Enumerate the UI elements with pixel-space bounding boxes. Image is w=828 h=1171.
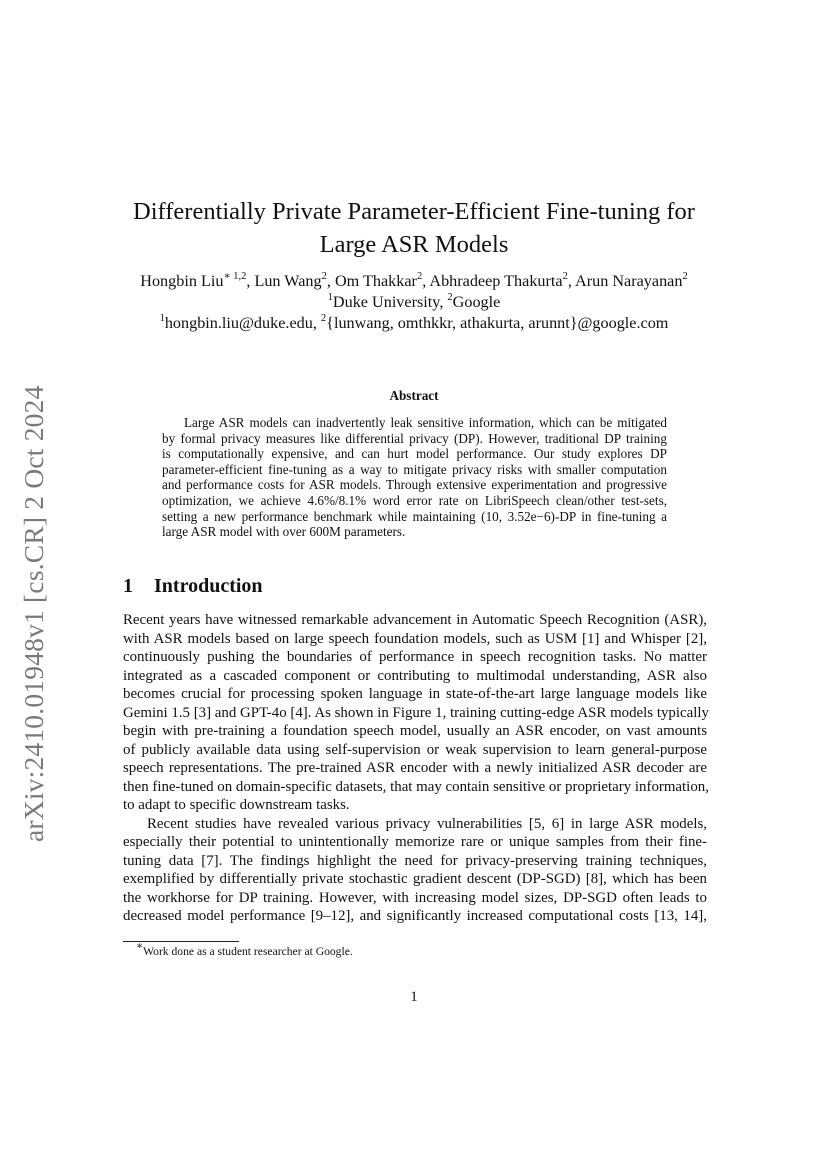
author-affiliation-mark: 2 — [562, 270, 568, 282]
body-line: Recent years have witnessed remarkable advancement in Automatic Speech Recognition (ASR), — [123, 612, 707, 628]
author-affiliation-mark: ∗ 1,2 — [223, 270, 247, 282]
abstract-line: by formal privacy measures like differential privacy (DP). However, traditional DP training — [162, 430, 667, 446]
author-name: , Om Thakkar — [326, 272, 417, 290]
body-line: the workhorse for DP training. However, with increasing model sizes, DP-SGD often leads to — [123, 889, 707, 906]
body-line: begin with pre-training a foundation speech model, usually an ASR encoder, on vast amounts — [123, 723, 707, 739]
author-name: , Abhradeep Thakurta — [422, 272, 563, 290]
affiliation-mark: 2 — [447, 291, 453, 303]
author-name: , Arun Narayanan — [567, 272, 683, 290]
author-affiliation-mark: 2 — [321, 270, 327, 282]
abstract-line: and performance costs for ASR models. Through extensive experimentation and progressive — [162, 477, 667, 493]
footnote — [136, 941, 353, 959]
body-line: integrated as a cascaded component or contributing to multimodal understanding, ASR also — [123, 667, 707, 684]
title-line-1: Differentially Private Parameter-Efficient Fine-tuning for — [133, 198, 695, 225]
affiliations — [80, 292, 748, 313]
body-line: exemplified by differentially private stochastic gradient descent (DP-SGD) [8], which has been — [123, 871, 707, 887]
body-line: with ASR models based on large speech foundation models, such as USM [1] and Whisper [2], — [123, 630, 707, 647]
arxiv-identifier: arXiv:2410.01948v1 [cs.CR] 2 Oct 2024 — [18, 385, 49, 842]
footnote-mark: ∗ — [136, 941, 144, 953]
author-name: Hongbin Liu — [140, 272, 224, 290]
affiliation: Google — [452, 293, 501, 311]
email: {lunwang, omthkkr, athakurta, arunnt}@google.com — [326, 314, 669, 332]
body-line: of publicly available data using self-supervision or weak supervision to learn general-purpose — [123, 741, 707, 758]
body-line: to adapt to specific downstream tasks. — [123, 797, 350, 813]
author-block — [80, 271, 748, 334]
abstract-line: is computationally expensive, and can hurt model performance. Our study explores DP — [162, 446, 667, 462]
body-line: speech representations. The pre-trained ASR encoder with a newly initialized ASR decoder are — [123, 760, 707, 776]
abstract-line: optimization, we achieve 4.6%/8.1% word error rate on LibriSpeech clean/other test-sets, — [162, 492, 667, 508]
abstract-line: large ASR model with over 600M parameters. — [162, 524, 406, 540]
affiliation: Duke University, — [332, 293, 448, 311]
page-number: 1 — [410, 989, 418, 1005]
body-line: then fine-tuned on domain-specific datasets, that may contain sensitive or proprietary information, — [123, 778, 709, 795]
body-line: decreased model performance [9–12], and significantly increased computational costs [13, 14], — [123, 908, 707, 924]
affiliation-mark: 1 — [327, 291, 333, 303]
body-line: continuously pushing the boundaries of performance in speech recognition tasks. No matter — [123, 649, 707, 665]
title-line-2: Large ASR Models — [319, 231, 509, 258]
abstract-line: Large ASR models can inadvertently leak sensitive information, which can be mitigated — [184, 415, 667, 430]
author-affiliation-mark: 2 — [682, 270, 688, 282]
body-line: especially their potential to unintentionally memorize rare or unique samples from their fine- — [123, 834, 707, 850]
email-mark: 1 — [159, 312, 165, 324]
email: hongbin.liu@duke.edu, — [164, 314, 321, 332]
abstract-line: parameter-efficient fine-tuning as a way to mitigate privacy risks with smaller computation — [162, 461, 667, 477]
body-line: Recent studies have revealed various privacy vulnerabilities [5, 6] in large ASR models, — [147, 815, 707, 832]
author-name: , Lun Wang — [246, 272, 322, 290]
introduction-body — [123, 611, 707, 926]
abstract-heading: Abstract — [389, 388, 439, 403]
body-line: tuning data [7]. The findings highlight the need for privacy-preserving training techniques, — [123, 852, 707, 869]
abstract-line: setting a new performance benchmark while maintaining (10, 3.52e−6)-DP in fine-tuning a — [162, 508, 667, 524]
body-line: becomes crucial for processing spoken language in state-of-the-art large language models like — [123, 686, 707, 702]
author-list — [80, 271, 748, 292]
section-heading-introduction — [123, 574, 263, 598]
body-line: Gemini 1.5 [3] and GPT-4o [4]. As shown in Figure 1, training cutting-edge ASR models typically — [123, 704, 709, 721]
paper-title — [123, 195, 705, 261]
emails — [80, 313, 748, 334]
section-number: 1 — [123, 575, 133, 597]
abstract-body — [162, 415, 667, 540]
footnote-text: Work done as a student researcher at Google. — [143, 945, 353, 958]
email-mark: 2 — [320, 312, 327, 324]
section-title: Introduction — [154, 575, 263, 597]
author-affiliation-mark: 2 — [416, 270, 423, 282]
